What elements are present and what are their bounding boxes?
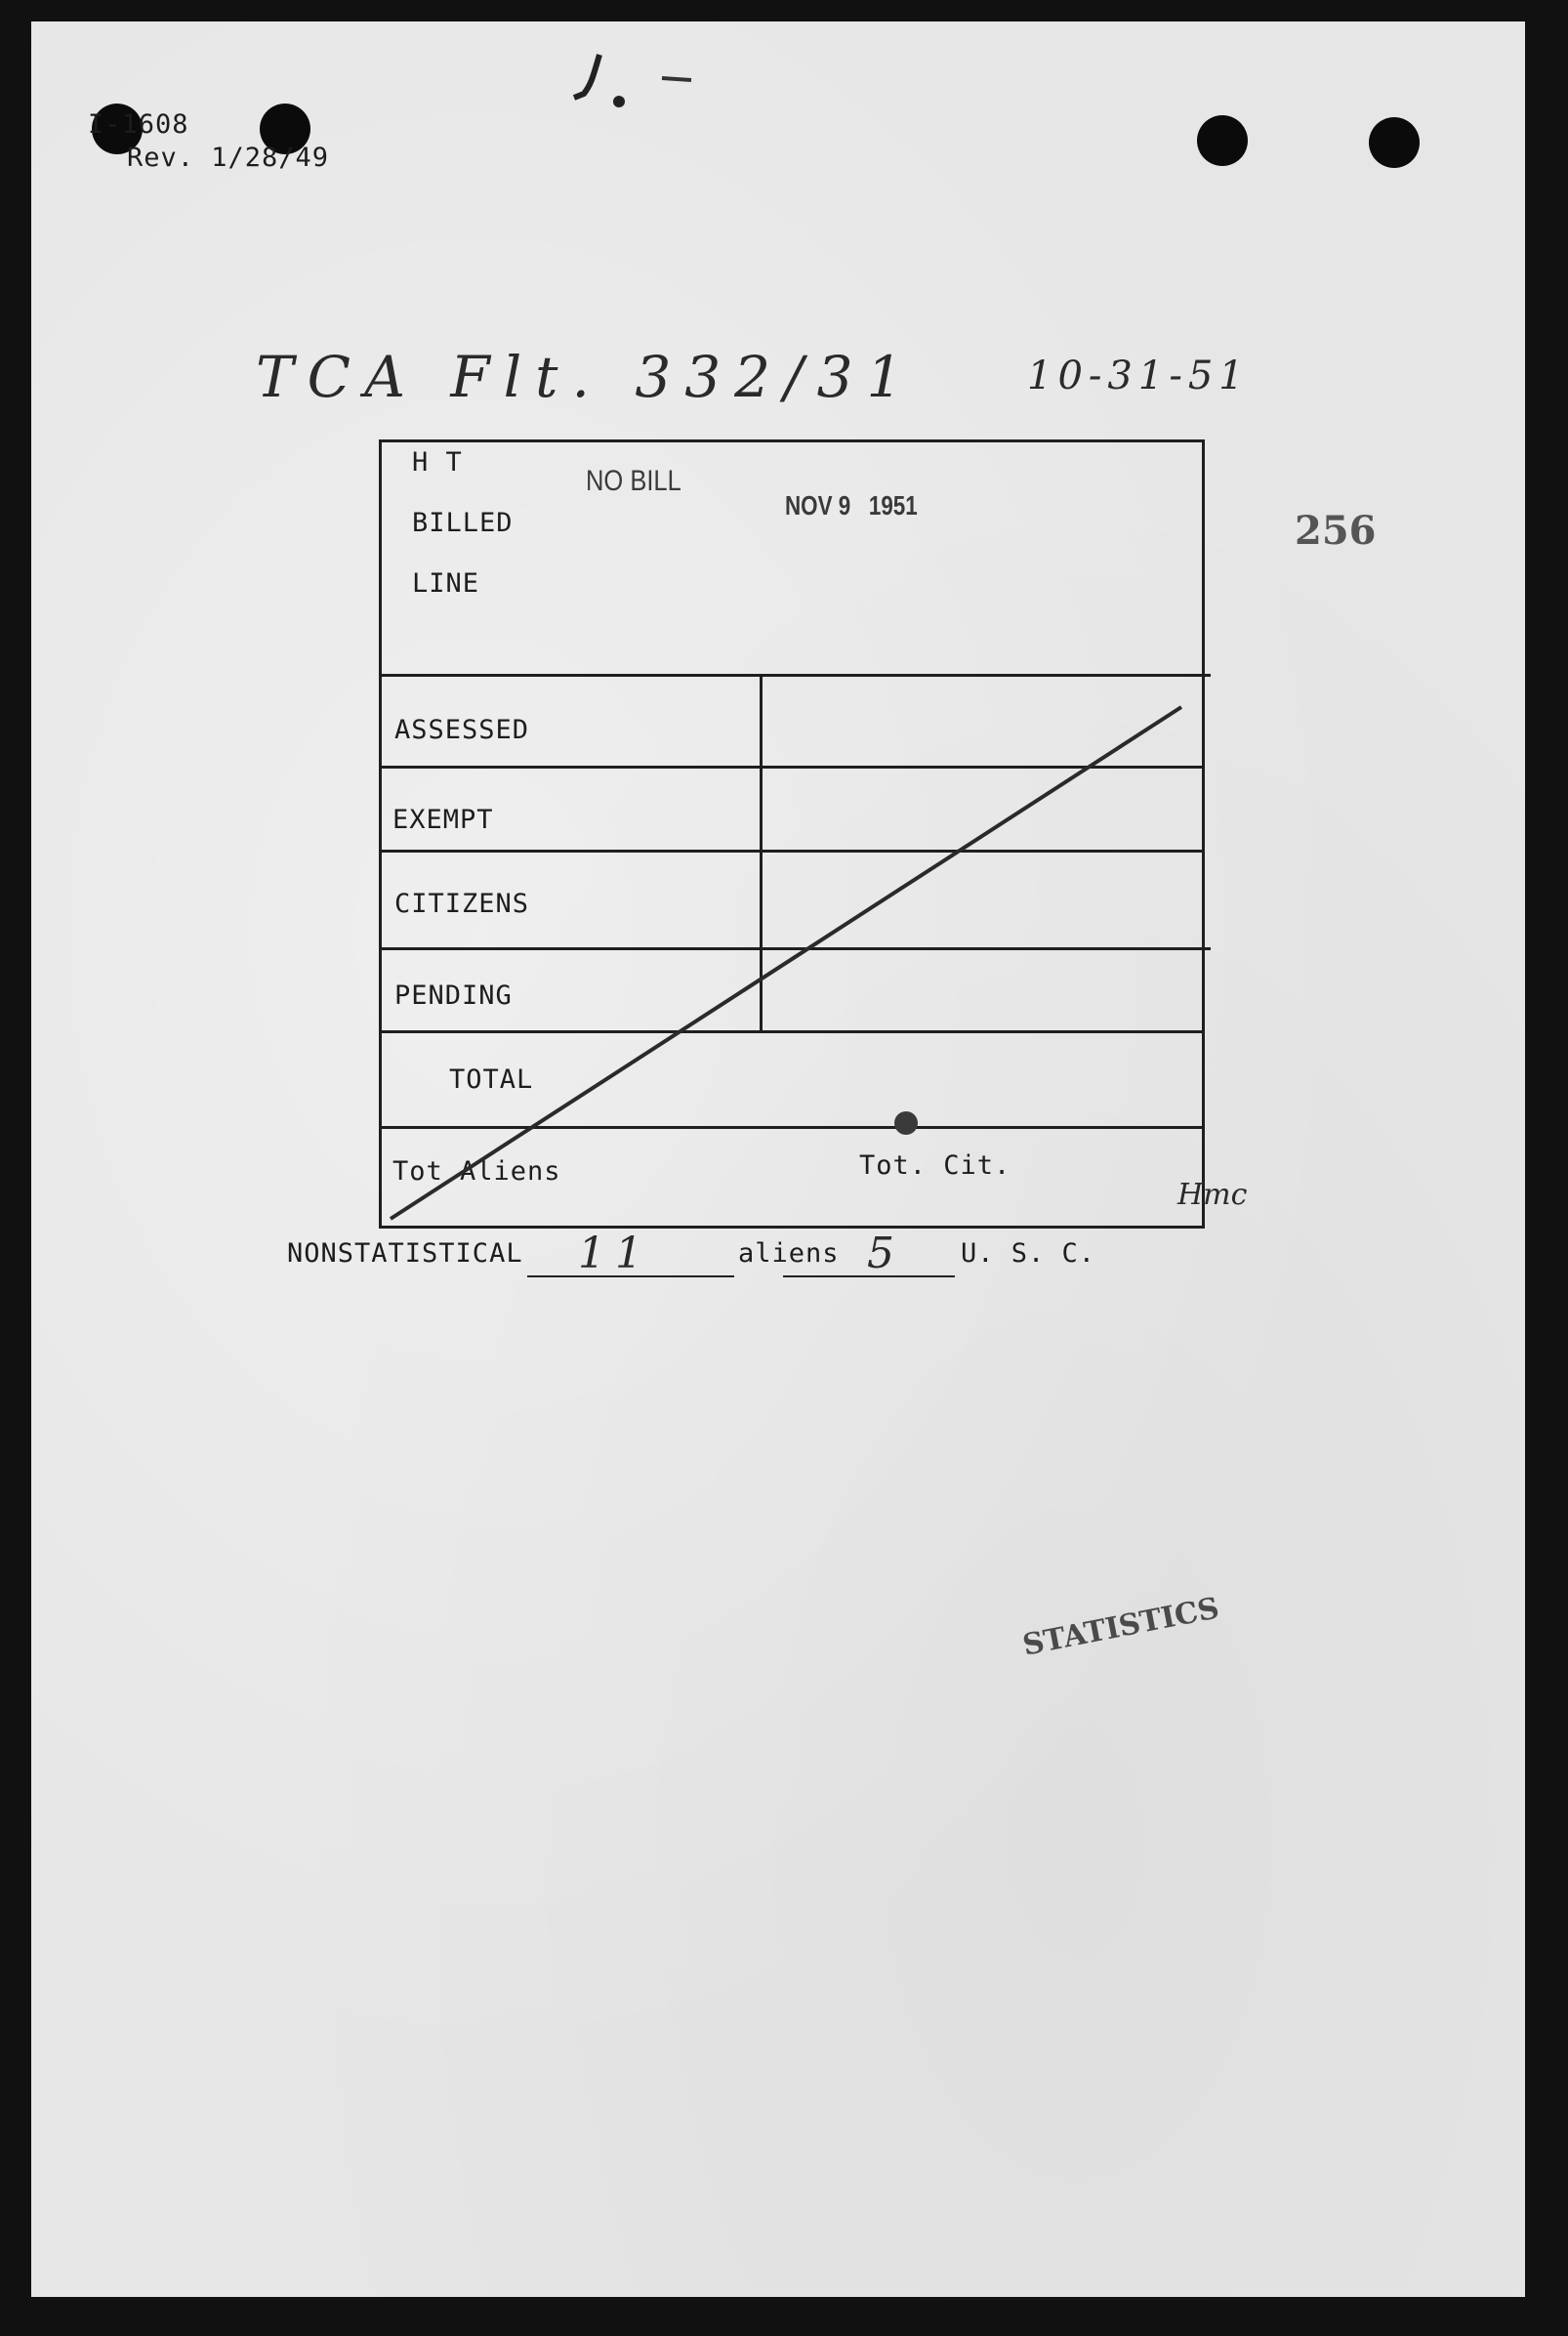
usc-label: U. S. C. (961, 1238, 1096, 1269)
punch-hole (1197, 115, 1248, 166)
nonstatistical-usc-count: 5 (867, 1229, 894, 1278)
nonstatistical-aliens-count: 11 (578, 1229, 652, 1278)
handwritten-date: 10-31-51 (1027, 354, 1250, 398)
form-number: I-1608 (88, 109, 189, 140)
statistics-stamp: STATISTICS (1019, 1591, 1222, 1663)
ink-mark (555, 25, 750, 113)
sheet-number: 256 (1295, 508, 1377, 554)
row-assessed: ASSESSED (394, 715, 530, 745)
no-bill-stamp: NO BILL (586, 465, 681, 497)
label-billed: BILLED (412, 508, 514, 538)
row-total: TOTAL (449, 1064, 534, 1095)
punch-hole (1369, 117, 1420, 168)
cancel-stroke (379, 439, 1205, 1229)
aliens-label: aliens (738, 1238, 840, 1269)
document-page (31, 21, 1525, 2297)
row-citizens: CITIZENS (394, 889, 530, 919)
form-revision: Rev. 1/28/49 (127, 143, 330, 173)
tot-aliens-label: Tot Aliens (392, 1156, 561, 1187)
nonstatistical-label: NONSTATISTICAL (287, 1238, 523, 1269)
tot-cit-label: Tot. Cit. (859, 1150, 1011, 1181)
label-ht: H T (412, 447, 463, 478)
row-exempt: EXEMPT (392, 805, 494, 835)
label-line: LINE (412, 568, 480, 599)
statistics-form (379, 439, 1205, 1229)
flight-number: TCA Flt. 332/31 (256, 344, 917, 410)
row-pending: PENDING (394, 980, 513, 1011)
received-date-stamp: NOV 9 1951 (785, 490, 918, 521)
initials: Hmc (1177, 1178, 1248, 1212)
